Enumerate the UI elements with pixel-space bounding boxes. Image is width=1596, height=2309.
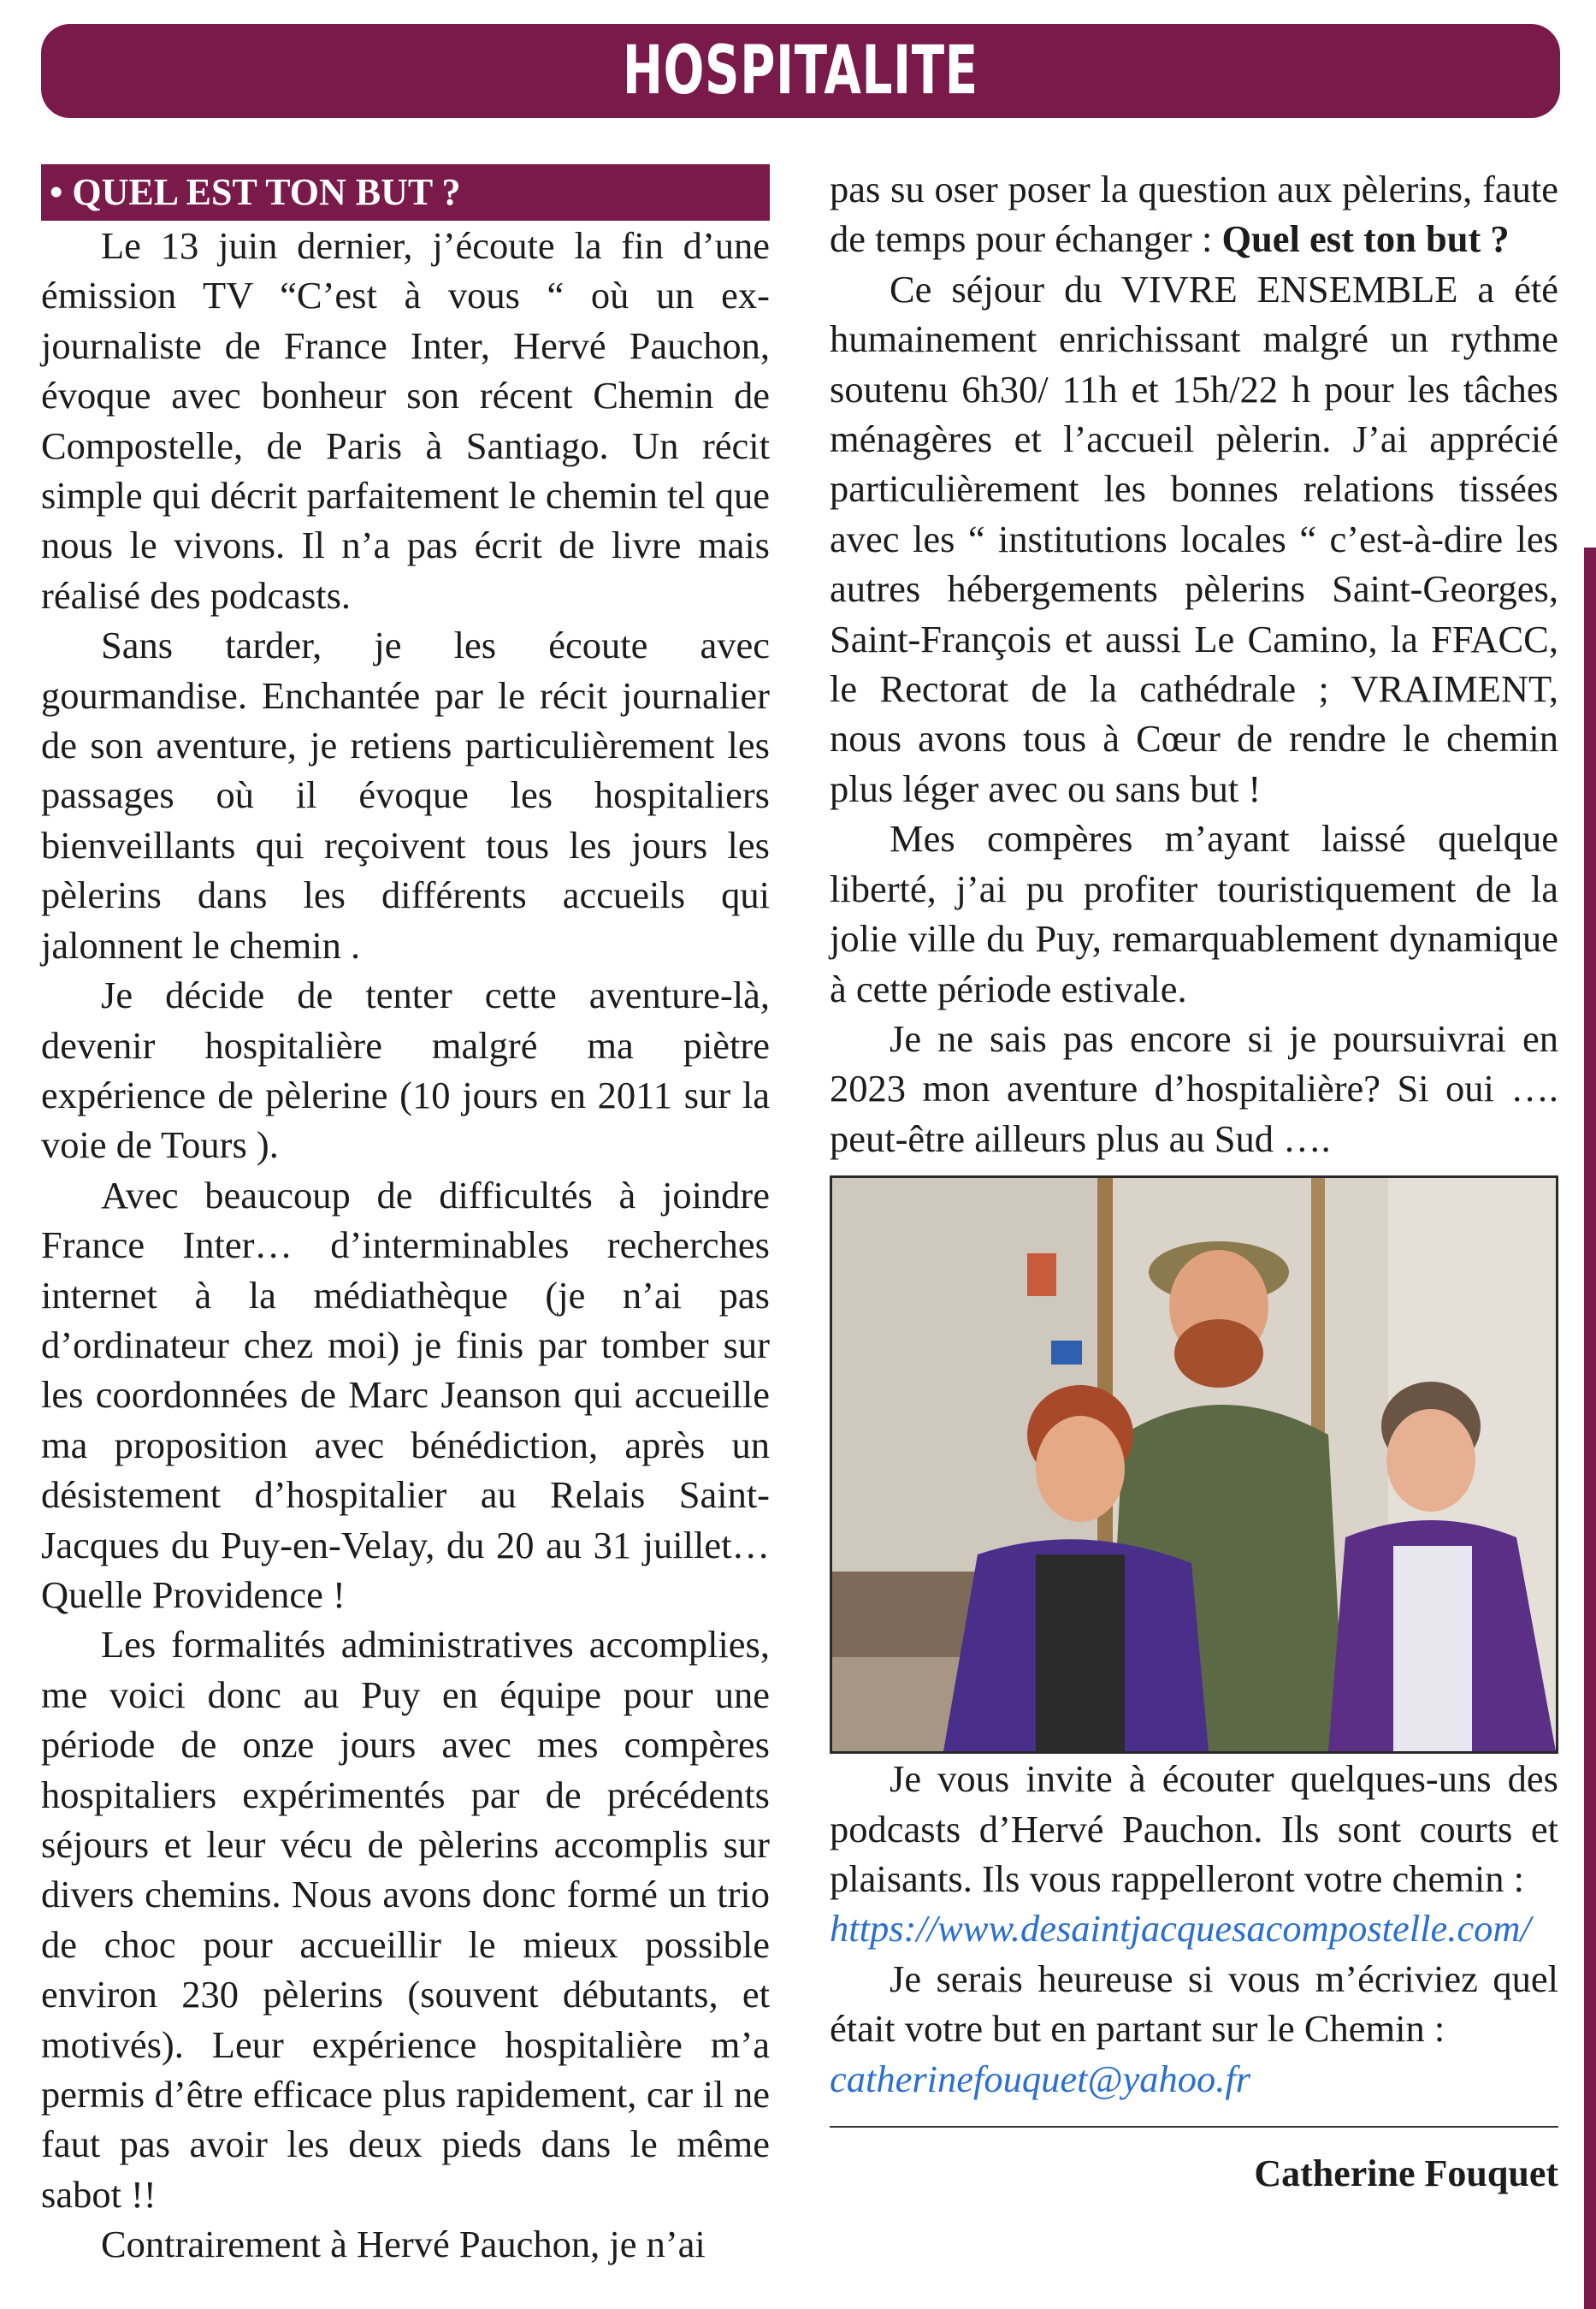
left-column: [41, 164, 770, 2270]
website-link[interactable]: https://www.desaintjacquesacompostelle.com/: [830, 1907, 1531, 1951]
paragraph: Ce séjour du VIVRE ENSEMBLE a été humainement enrichissant malgré un rythme soutenu 6h30/ 11h et 15h/22 h pour les tâches ménagères et l’accueil pèlerin. J’ai apprécié particulièrement les bonnes relations tissées avec les “ institutions locales “ c’est-à-dire les autres hébergements pèlerins Saint-Georges, Saint-François et aussi Le Camino, la FFACC, le Rectorat de la cathédrale ; VRAIMENT, nous avons tous à Cœur de rendre le chemin plus léger avec ou sans but !: [830, 267, 1558, 810]
paragraph: Avec beaucoup de difficultés à joindre France Inter… d’interminables recherches internet à la médiathèque (je n’ai pas d’ordinateur chez moi) je finis par tomber sur les coordonnées de Marc Jeanson qui accueille ma proposition avec bénédiction, après un désistement d’hospitalier au Relais Saint-Jacques du Puy-en-Velay, du 20 au 31 juillet… Quelle Providence !: [41, 1173, 770, 1616]
paragraph-text: pas su oser poser la question aux pèlerins, faute de temps pour échanger :: [830, 168, 1558, 261]
photo-illustration: [832, 1178, 1556, 1751]
right-column: [830, 164, 1558, 2195]
banner-title: HOSPITALITE: [623, 33, 978, 110]
paragraph: Je décide de tenter cette aventure-là, devenir hospitalière malgré ma piètre expérience de pèlerine (10 jours en 2011 sur la voie de Tours ).: [41, 974, 770, 1167]
question-bold: Quel est ton but ?: [1221, 217, 1510, 261]
section-banner: [41, 24, 1560, 118]
paragraph: Je ne sais pas encore si je poursuivrai en 2023 mon aventure d’hospitalière? Si oui …. peut-être ailleurs plus au Sud ….: [830, 1016, 1558, 1160]
hospitaliers-photo: [830, 1175, 1558, 1754]
paragraph: Sans tarder, je les écoute avec gourmandise. Enchantée par le récit journalier de son aventure, je retiens particulièrement les passages où il évoque les hospitaliers bienveillants qui reçoivent tous les jours les pèlerins dans les différents accueils qui jalonnent le chemin .: [41, 624, 770, 967]
paragraph: Je vous invite à écouter quelques-uns des podcasts d’Hervé Pauchon. Ils sont courts et plaisants. Ils vous rappelleront votre chemin :: [830, 1757, 1558, 1900]
paragraph: Le 13 juin dernier, j’écoute la fin d’une émission TV “C’est à vous “ où un ex-journaliste de France Inter, Hervé Pauchon, évoque avec bonheur son récent Chemin de Compostelle, de Paris à Santiago. Un récit simple qui décrit parfaitement le chemin tel que nous le vivons. Il n’a pas écrit de livre mais réalisé des podcasts.: [41, 224, 770, 617]
paragraph: Contrairement à Hervé Pauchon, je n’ai: [101, 2223, 706, 2266]
paragraph: Les formalités administratives accomplies, me voici donc au Puy en équipe pour une période de onze jours avec mes compères hospitaliers expérimentés par de précédents séjours et leur vécu de pèlerins accomplis sur divers chemins. Nous avons donc formé un trio de choc pour accueillir le mieux possible environ 230 pèlerins (souvent débutants, et motivés). Leur expérience hospitalière m’a permis d’être efficace plus rapidement, car il ne faut pas avoir les deux pieds dans le même sabot !!: [41, 1623, 770, 2216]
article-heading: • QUEL EST TON BUT ?: [41, 164, 770, 221]
paragraph: [830, 164, 1558, 264]
paragraph: Je serais heureuse si vous m’écriviez quel était votre but en partant sur le Chemin :: [830, 1957, 1558, 2051]
email-link[interactable]: catherinefouquet@yahoo.fr: [830, 2057, 1251, 2100]
author-signature: Catherine Fouquet: [1254, 2152, 1558, 2194]
paragraph: Mes compères m’ayant laissé quelque liberté, j’ai pu profiter touristiquement de la jolie ville du Puy, remarquablement dynamique à cette période estivale.: [830, 817, 1558, 1010]
page-edge-stripe: [1584, 548, 1596, 2309]
signature-divider: [830, 2126, 1558, 2128]
